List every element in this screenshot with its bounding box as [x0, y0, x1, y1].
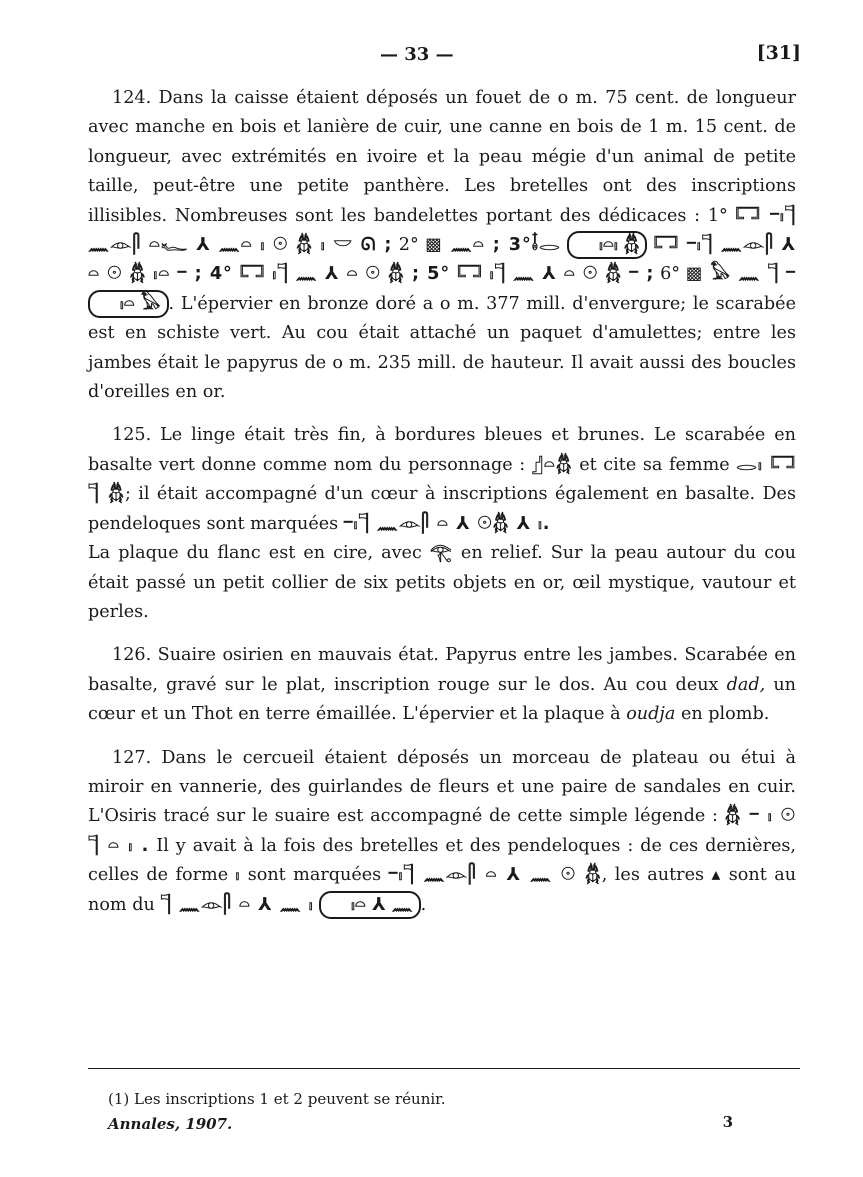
cartouche: 𓏤𓏏 ⅄ 𓈖: [319, 891, 421, 919]
signature-number: 3: [722, 1113, 733, 1131]
page-number: — 33 —: [380, 44, 454, 65]
hieroglyph-group: 𓏤: [235, 865, 241, 886]
footnote: (1) Les inscriptions 1 et 2 peuvent se réunir.: [108, 1090, 446, 1108]
text-125-c: ; il était accompagné d'un cœur à inscriptions également en basalte. Des pendeloques sont marquées: [88, 484, 796, 534]
hieroglyph-group: 𓉐 ⲻ𓏤𓊹 𓈖𓁹𓋴 𓏏𓆑 ⅄ 𓈖𓏏 𓏤 𓇳 𓆣 𓏤 𓎟 ᘏ ;: [88, 205, 797, 256]
hieroglyph-group: ▩ 𓈖𓏏 ; 3°𓄤𓂋: [425, 235, 561, 256]
paragraph-124: [88, 84, 796, 407]
text-126-oudja: oudja: [626, 704, 676, 725]
text-124-a: 124. Dans la caisse étaient déposés un fouet de o m. 75 cent. de longueur avec manche en bois et lanière de cuir, une canne en bois de 1 m. 15 cent. de longueur, avec extrémités en ivoire et la peau mégie d'un animal de petite taille, peut-être une petite panthère. Les bretelles ont des inscriptions illisibles. Nombreuses sont les bandelettes portant des dédicaces : 1°: [88, 88, 796, 226]
text-125-a: 125. Le linge était très fin, à bordures bleues et brunes. Le scarabée en basalte vert donne comme nom du personnage :: [88, 425, 796, 475]
text-127-b: Il y avait à la fois des bretelles et des pendeloques : de ces dernières, celles de forme: [88, 835, 797, 886]
text-124-2: 2°: [398, 235, 419, 256]
hieroglyph-group: 𓉐 ⲻ𓏤𓊹 𓈖𓁹𓋴 ⅄ 𓏏 𓇳 𓆣 𓏤𓏏 ⲻ ; 4° 𓉐 𓏤𓊹 𓈖 ⅄ 𓏏 𓇳 𓆣 ; 5° 𓉐 𓏤𓊹 𓈖 ⅄ 𓏏 𓇳 𓆣 ⲻ ;: [88, 235, 797, 285]
eye-hieroglyph-icon: 𓂀: [429, 543, 453, 564]
footnote-divider: [88, 1068, 800, 1069]
text-127-f: .: [420, 894, 427, 915]
page-header: [0, 38, 863, 68]
text-124-6: 6°: [660, 264, 681, 285]
document-body: [88, 84, 796, 934]
journal-reference: Annales, 1907.: [108, 1115, 233, 1133]
paragraph-126: [88, 641, 796, 729]
hieroglyph-group: 𓊨𓏏𓆣: [531, 454, 573, 475]
cartouche: 𓏤𓏏𓏤 𓆣: [567, 231, 647, 259]
text-124-b: . L'épervier en bronze doré a o m. 377 mill. d'envergure; le scarabée est en schiste vert. Au cou était attaché un paquet d'amulettes; entre les jambes était le papyrus de o m. 235 mill. de hauteur. Il avait aussi des boucles d'oreilles en or.: [88, 293, 796, 403]
text-126-dad: dad,: [726, 674, 766, 695]
cartouche: 𓏤𓏏 𓅃: [88, 290, 169, 318]
text-127-e: sont au nom du: [88, 865, 797, 915]
hieroglyph-group: ⲻ𓏤𓊹 𓈖𓁹𓋴 𓏏 ⅄ 𓈖 𓇳 𓆣: [388, 865, 602, 886]
text-126-a: 126. Suaire osirien en mauvais état. Papyrus entre les jambes. Scarabée en basalte, gravé sur le plat, inscription rouge sur le dos. Au cou deux: [88, 645, 796, 695]
text-127-d: , les autres: [601, 865, 705, 886]
text-126-c: en plomb.: [680, 704, 770, 725]
text-127-c: sont marquées: [247, 865, 382, 886]
text-125-e: en relief. Sur la peau autour du cou était passé un petit collier de six petits objets en or, œil mystique, vautour et perles.: [88, 543, 797, 622]
text-125-b: et cite sa femme: [579, 454, 730, 475]
triangle-hieroglyph-icon: ▴: [711, 865, 722, 886]
hieroglyph-group: 𓂋𓏤 𓉐 𓊹 𓆣: [88, 454, 796, 505]
hieroglyph-group: ▩ 𓅃 𓈖 𓊹 ⲻ: [685, 264, 796, 285]
paragraph-125: [88, 421, 796, 627]
hieroglyph-group: 𓊹 𓈖𓁹𓋴 𓏏 ⅄ 𓈖 𓏤: [160, 894, 314, 915]
hieroglyph-group: ⲻ𓏤𓊹 𓈖𓁹𓋴 𓏏 ⅄ 𓇳𓆣 ⅄ 𓏤.: [343, 513, 551, 534]
hieroglyph-group: 𓆣 ⲻ 𓏤 𓇳 𓊹 𓏏 𓏤 .: [88, 806, 796, 856]
text-127-a: 127. Dans le cercueil étaient déposés un morceau de plateau ou étui à miroir en vannerie, des guirlandes de fleurs et une paire de sandales en cuir. L'Osiris tracé sur le suaire est accompagné de cette simple légende :: [88, 747, 796, 827]
text-125-d: La plaque du flanc est en cire, avec: [88, 543, 422, 564]
paragraph-127: [88, 744, 796, 920]
text-126-b: un cœur et un Thot en terre émaillée. L'épervier et la plaque à: [88, 674, 797, 725]
original-page-number: [31]: [756, 42, 801, 64]
